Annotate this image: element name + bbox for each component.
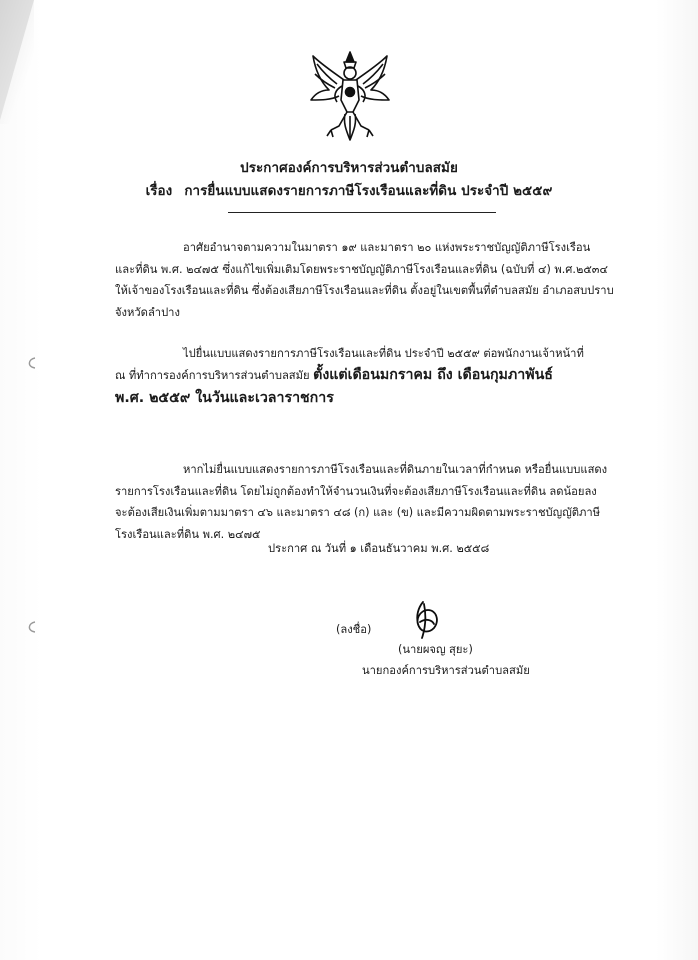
folded-corner-shadow xyxy=(0,0,34,124)
paragraph-line: โรงเรือนและที่ดิน พ.ศ. ๒๔๗๕ xyxy=(115,527,261,541)
paragraph-line: และที่ดิน พ.ศ. ๒๔๗๕ ซึ่งแก้ไขเพิ่มเติมโดยพระราชบัญญัติภาษีโรงเรือนและที่ดิน (ฉบับที่ ๔) พ.ศ.๒๕๓๔ xyxy=(115,262,608,276)
garuda-emblem-icon xyxy=(307,50,393,142)
paragraph-line: ไปยื่นแบบแสดงรายการภาษีโรงเรือนและที่ดิน ประจำปี ๒๕๕๙ ต่อพนักงานเจ้าหน้าที่ xyxy=(183,347,584,360)
announcement-date: ประกาศ ณ วันที่ ๑ เดือนธันวาคม พ.ศ. ๒๕๕๘ xyxy=(268,542,490,555)
subject-label: เรื่อง xyxy=(145,184,173,199)
signer-name: (นายผจญ สุยะ) xyxy=(398,643,473,656)
handwritten-signature xyxy=(404,598,442,642)
paragraph-line: จังหวัดลำปาง xyxy=(115,305,180,319)
office-text: ณ ที่ทำการองค์การบริหารส่วนตำบลสมัย xyxy=(115,368,310,382)
filing-period-text: ตั้งแต่เดือนมกราคม ถึง เดือนกุมภาพันธ์ xyxy=(313,366,553,383)
sign-label: (ลงชื่อ) xyxy=(336,623,372,636)
document-title: ประกาศองค์การบริหารส่วนตำบลสมัย xyxy=(240,161,458,176)
paragraph-line xyxy=(115,365,615,387)
punch-hole-mark xyxy=(24,356,38,370)
paragraph-line: จะต้องเสียเงินเพิ่มตามมาตรา ๔๖ และมาตรา ๔๘ (ก) และ (ข) และมีความผิดตามพระราชบัญญัติภาษี xyxy=(115,506,601,519)
paragraph-penalty xyxy=(115,459,615,545)
paragraph-authority xyxy=(115,237,615,323)
punch-hole-mark xyxy=(24,620,38,634)
title-divider xyxy=(228,212,496,213)
filing-year-text: พ.ศ. ๒๕๕๙ ในวันและเวลาราชการ xyxy=(115,390,334,406)
paragraph-line: อาศัยอำนาจตามความในมาตรา ๑๙ และมาตรา ๒๐ แห่งพระราชบัญญัติภาษีโรงเรือน xyxy=(183,241,591,254)
paragraph-filing-period xyxy=(115,343,615,410)
signer-title: นายกองค์การบริหารส่วนตำบลสมัย xyxy=(362,664,530,677)
subject-text: การยื่นแบบแสดงรายการภาษีโรงเรือนและที่ดิน ประจำปี ๒๕๕๙ xyxy=(184,184,553,199)
paragraph-line: ให้เจ้าของโรงเรือนและที่ดิน ซึ่งต้องเสียภาษีโรงเรือนและที่ดิน ตั้งอยู่ในเขตพื้นที่ตำบลสมัย อำเภอสบปราบ xyxy=(115,284,614,297)
document-subject xyxy=(0,180,698,201)
paragraph-line: รายการโรงเรือนและที่ดิน โดยไม่ถูกต้องทำให้จำนวนเงินที่จะต้องเสียภาษีโรงเรือนและที่ดิน ลดน้อยลง xyxy=(115,484,597,498)
paragraph-line: หากไม่ยื่นแบบแสดงรายการภาษีโรงเรือนและที่ดินภายในเวลาที่กำหนด หรือยื่นแบบแสดง xyxy=(183,463,608,476)
